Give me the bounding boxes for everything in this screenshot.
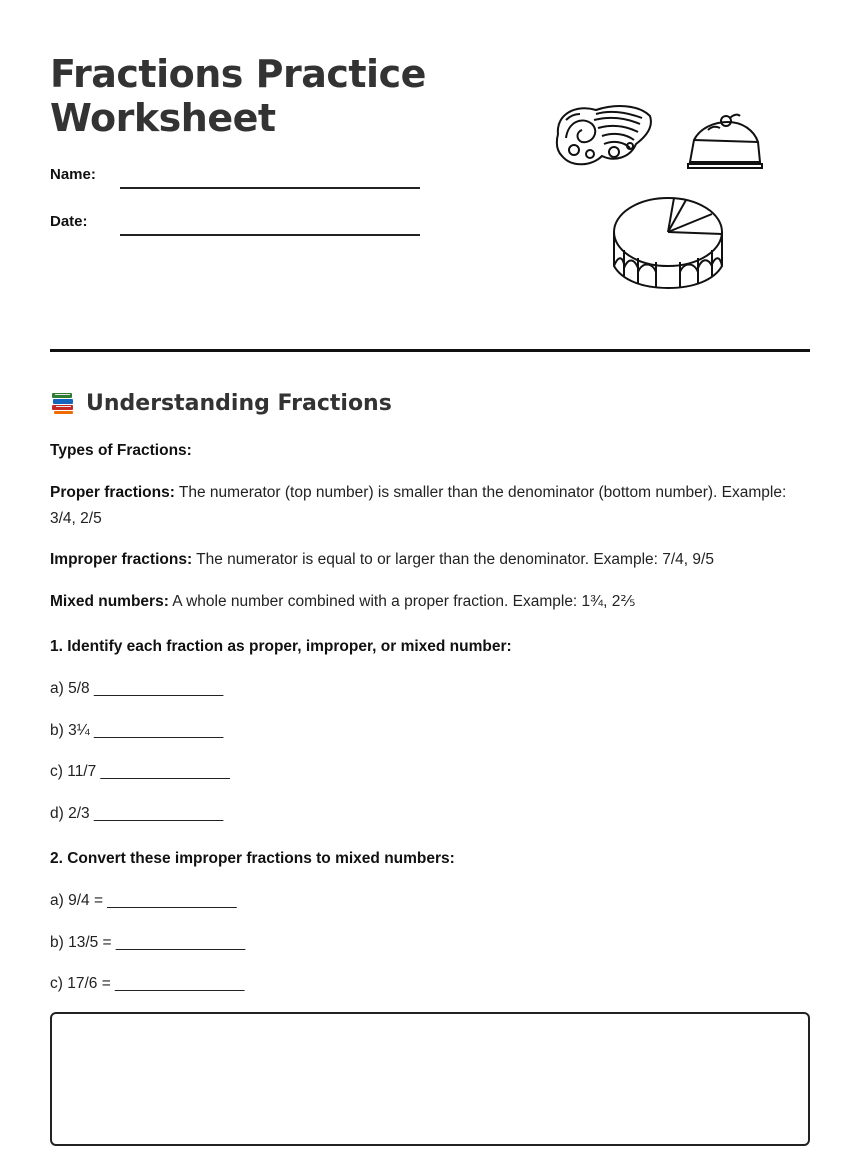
q2-item-c[interactable]: c) 17/6 = _______________ (50, 975, 245, 992)
q2-item-a[interactable]: a) 9/4 = _______________ (50, 892, 237, 909)
types-heading-text: Types of Fractions: (50, 442, 192, 459)
mixed-label: Mixed numbers: (50, 593, 169, 610)
header-divider (50, 349, 810, 352)
improper-text: The numerator is equal to or larger than the denominator. Example: 7/4, 9/5 (192, 551, 714, 568)
name-label: Name: (50, 166, 96, 183)
q1-item-b[interactable]: b) 3¼ _______________ (50, 722, 224, 739)
proper-label: Proper fractions: (50, 484, 175, 501)
q1-item-c[interactable]: c) 11/7 _______________ (50, 763, 230, 780)
cake-slice-icon (686, 112, 764, 170)
proper-text: The numerator (top number) is smaller than the denominator (bottom number). Example: 3/4, 2/5 (50, 484, 787, 527)
answer-box[interactable] (50, 1012, 810, 1146)
q2-heading-text: 2. Convert these improper fractions to mixed numbers: (50, 850, 455, 867)
question-1-heading (50, 634, 810, 660)
date-label: Date: (50, 213, 88, 230)
mixed-text: A whole number combined with a proper fraction. Example: 1¾, 2⅖ (168, 593, 636, 610)
improper-label: Improper fractions: (50, 551, 193, 568)
section-title: Understanding Fractions (86, 390, 392, 416)
title-line-2: Worksheet (50, 96, 276, 140)
q1-item-d[interactable]: d) 2/3 _______________ (50, 805, 224, 822)
cheese-wheel-icon (612, 194, 726, 290)
mixed-numbers-definition (50, 589, 810, 615)
q1-item-a[interactable]: a) 5/8 _______________ (50, 680, 224, 697)
q2-item-b[interactable]: b) 13/5 = _______________ (50, 934, 246, 951)
question-2-heading (50, 846, 810, 872)
title-line-1: Fractions Practice (50, 52, 426, 96)
section-heading (50, 390, 392, 416)
books-icon (50, 390, 76, 416)
proper-fractions-definition (50, 480, 810, 532)
date-line[interactable] (120, 234, 420, 236)
date-field[interactable] (50, 213, 420, 243)
types-heading (50, 438, 810, 464)
pastry-icon (552, 100, 656, 172)
worksheet-title (50, 52, 426, 140)
q1-heading-text: 1. Identify each fraction as proper, improper, or mixed number: (50, 638, 512, 655)
name-line[interactable] (120, 187, 420, 189)
name-field[interactable] (50, 166, 420, 196)
improper-fractions-definition (50, 547, 810, 573)
